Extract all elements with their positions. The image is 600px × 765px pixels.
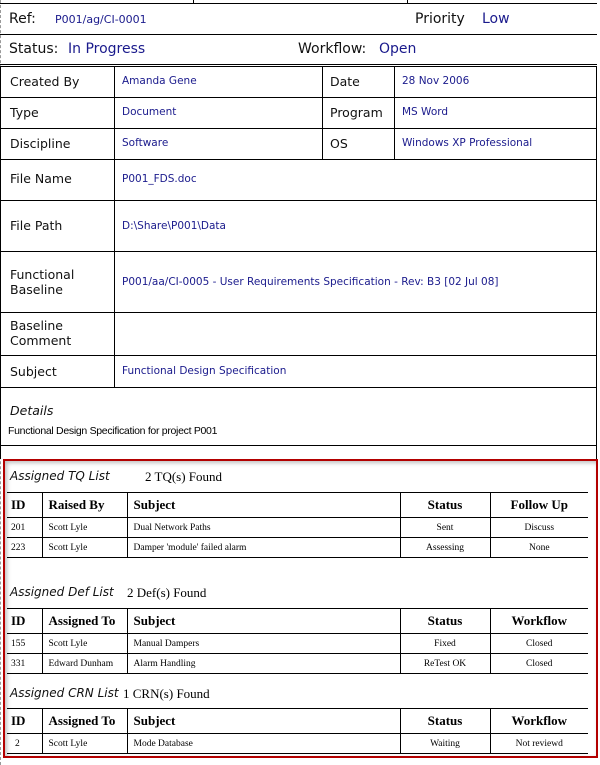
subject-value: Functional Design Specification bbox=[122, 365, 287, 377]
divider bbox=[0, 200, 597, 201]
status-label: Status: bbox=[9, 41, 59, 57]
col-id: ID bbox=[7, 609, 42, 634]
col-assigned-to: Assigned To bbox=[42, 609, 127, 634]
divider bbox=[0, 159, 597, 160]
col-id: ID bbox=[7, 493, 42, 518]
divider bbox=[0, 97, 597, 98]
type-value: Document bbox=[122, 106, 177, 118]
col-workflow: Workflow bbox=[490, 709, 588, 734]
def-table bbox=[7, 608, 588, 674]
divider bbox=[0, 3, 597, 4]
cell-id: 2 bbox=[7, 734, 42, 754]
tq-list-count: 2 TQ(s) Found bbox=[145, 469, 223, 484]
file-path-value: D:\Share\P001\Data bbox=[122, 220, 226, 232]
divider bbox=[0, 34, 597, 35]
table-row[interactable] bbox=[7, 634, 588, 654]
cell-status: Assessing bbox=[400, 538, 490, 558]
cell-assigned-to: Scott Lyle bbox=[42, 634, 127, 654]
program-label: Program bbox=[330, 105, 383, 120]
baseline-comment-label-line1: Baseline bbox=[10, 318, 63, 333]
cell-follow-up: Discuss bbox=[490, 518, 588, 538]
details-text: Functional Design Specification for project P001 bbox=[8, 425, 218, 437]
col-status: Status bbox=[400, 709, 490, 734]
cell-id: 155 bbox=[7, 634, 42, 654]
cell-assigned-to: Scott Lyle bbox=[42, 734, 127, 754]
table-row[interactable] bbox=[7, 538, 588, 558]
def-table-header bbox=[7, 609, 588, 634]
divider bbox=[193, 0, 194, 3]
cell-id: 223 bbox=[7, 538, 42, 558]
cell-raised-by: Scott Lyle bbox=[42, 518, 127, 538]
os-value: Windows XP Professional bbox=[402, 137, 533, 149]
type-label: Type bbox=[10, 105, 39, 120]
cell-subject: Damper 'module' failed alarm bbox=[127, 538, 400, 558]
crn-table bbox=[7, 708, 588, 754]
cell-subject: Alarm Handling bbox=[127, 654, 400, 674]
col-subject: Subject bbox=[127, 493, 400, 518]
col-follow-up: Follow Up bbox=[490, 493, 588, 518]
divider bbox=[0, 128, 597, 129]
tq-table-header bbox=[7, 493, 588, 518]
subject-label: Subject bbox=[10, 364, 57, 379]
cell-workflow: Closed bbox=[490, 634, 588, 654]
cell-status: Sent bbox=[400, 518, 490, 538]
cell-workflow: Closed bbox=[490, 654, 588, 674]
crn-list-count: 1 CRN(s) Found bbox=[123, 686, 210, 701]
cell-id: 201 bbox=[7, 518, 42, 538]
cell-id: 331 bbox=[7, 654, 42, 674]
created-by-label: Created By bbox=[10, 74, 80, 89]
divider bbox=[0, 312, 597, 313]
divider bbox=[0, 66, 1, 459]
def-list-count: 2 Def(s) Found bbox=[127, 585, 207, 600]
cell-subject: Dual Network Paths bbox=[127, 518, 400, 538]
priority-label: Priority bbox=[415, 11, 465, 27]
col-assigned-to: Assigned To bbox=[42, 709, 127, 734]
cell-status: ReTest OK bbox=[400, 654, 490, 674]
status-value: In Progress bbox=[68, 41, 146, 57]
ref-value: P001/ag/CI-0001 bbox=[55, 13, 147, 26]
crn-table-header bbox=[7, 709, 588, 734]
divider bbox=[596, 66, 597, 459]
divider bbox=[322, 66, 323, 159]
workflow-value: Open bbox=[379, 41, 417, 57]
divider bbox=[0, 355, 597, 356]
cell-subject: Mode Database bbox=[127, 734, 400, 754]
divider bbox=[0, 445, 597, 446]
os-label: OS bbox=[330, 136, 348, 151]
functional-baseline-label-line1: Functional bbox=[10, 267, 75, 282]
crn-list-title: Assigned CRN List bbox=[10, 686, 119, 700]
col-id: ID bbox=[7, 709, 42, 734]
baseline-comment-label-line2: Comment bbox=[10, 333, 72, 348]
file-name-value: P001_FDS.doc bbox=[122, 173, 197, 185]
priority-value: Low bbox=[482, 11, 510, 27]
col-status: Status bbox=[400, 493, 490, 518]
table-row[interactable] bbox=[7, 654, 588, 674]
cell-workflow: Not reviewd bbox=[490, 734, 588, 754]
ref-label: Ref: bbox=[9, 11, 36, 27]
col-subject: Subject bbox=[127, 709, 400, 734]
divider bbox=[0, 387, 597, 388]
date-value: 28 Nov 2006 bbox=[402, 75, 470, 87]
workflow-label: Workflow: bbox=[298, 41, 367, 57]
divider bbox=[0, 64, 597, 65]
details-label: Details bbox=[10, 403, 54, 418]
file-path-label: File Path bbox=[10, 218, 63, 233]
table-row[interactable] bbox=[7, 518, 588, 538]
divider bbox=[394, 66, 395, 159]
divider bbox=[114, 66, 115, 387]
table-row[interactable] bbox=[7, 734, 588, 754]
cell-status: Waiting bbox=[400, 734, 490, 754]
divider bbox=[0, 251, 597, 252]
cell-subject: Manual Dampers bbox=[127, 634, 400, 654]
discipline-label: Discipline bbox=[10, 136, 71, 151]
program-value: MS Word bbox=[402, 106, 449, 118]
tq-table bbox=[7, 492, 588, 558]
functional-baseline-value[interactable]: P001/aa/CI-0005 - User Requirements Specification - Rev: B3 [02 Jul 08] bbox=[122, 276, 499, 288]
created-by-value: Amanda Gene bbox=[122, 75, 197, 87]
col-raised-by: Raised By bbox=[42, 493, 127, 518]
discipline-value: Software bbox=[122, 137, 169, 149]
col-subject: Subject bbox=[127, 609, 400, 634]
cell-status: Fixed bbox=[400, 634, 490, 654]
col-workflow: Workflow bbox=[490, 609, 588, 634]
cell-follow-up: None bbox=[490, 538, 588, 558]
divider bbox=[407, 0, 408, 3]
col-status: Status bbox=[400, 609, 490, 634]
date-label: Date bbox=[330, 74, 360, 89]
file-name-label: File Name bbox=[10, 171, 72, 186]
functional-baseline-label-line2: Baseline bbox=[10, 282, 63, 297]
cell-assigned-to: Edward Dunham bbox=[42, 654, 127, 674]
cell-raised-by: Scott Lyle bbox=[42, 538, 127, 558]
divider bbox=[0, 66, 597, 67]
def-list-title: Assigned Def List bbox=[10, 585, 114, 599]
tq-list-title: Assigned TQ List bbox=[10, 469, 110, 483]
